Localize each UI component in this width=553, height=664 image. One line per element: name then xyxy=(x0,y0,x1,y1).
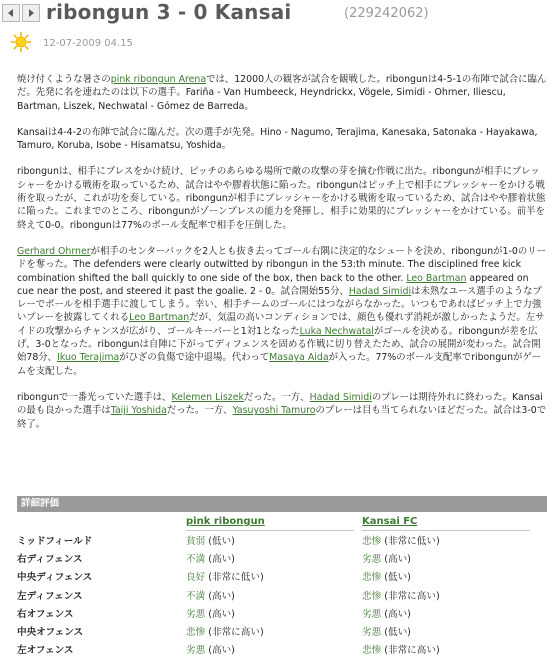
away-rating xyxy=(362,588,440,606)
home-rating xyxy=(186,551,235,569)
report-text: ribongunで一番光っていた選手は、 xyxy=(17,391,172,403)
player-link-simidi[interactable]: Hadad Simidi xyxy=(348,285,412,297)
report-text: 焼け付くような暑さの xyxy=(17,74,111,85)
rating-word: 悲惨 xyxy=(362,572,382,584)
sun-icon xyxy=(10,31,32,53)
match-header xyxy=(0,0,553,30)
match-date: 12-07-2009 04.15 xyxy=(43,38,133,49)
player-link-terajima[interactable]: Ikuo Terajima xyxy=(57,352,120,364)
report-text: だった。一方、 xyxy=(243,391,310,403)
rating-word: 劣悪 xyxy=(362,627,382,638)
rating-position: ミッドフィールド xyxy=(17,536,93,547)
rating-level: (高い) xyxy=(205,554,235,566)
player-link-simidi[interactable]: Hadad Simidi xyxy=(309,391,372,403)
rating-level: (高い) xyxy=(205,590,235,602)
away-rating xyxy=(362,569,411,587)
report-text: が入った。77%のボール支配率でribongunがゲームを支配した。 xyxy=(17,352,542,377)
report-text: のプレーは期待外れに終わった。Kansaiの最も良かった選手は xyxy=(17,391,543,417)
home-rating xyxy=(186,569,264,587)
ratings-row xyxy=(17,588,547,606)
home-rating xyxy=(186,533,235,551)
left-arrow-icon xyxy=(6,8,16,18)
player-link-yoshida[interactable]: Taiji Yoshida xyxy=(110,405,167,417)
rating-level: (非常に高い) xyxy=(381,590,440,602)
rating-word: 悲惨 xyxy=(362,645,382,657)
report-text: が相手のセンターバックを2人とも抜き去ってゴール右隅に決定的なシュートを決め、ribongunが1-0のリードを奪った。The defenders were clearly outwitted by ribongun in the 53:th minute. The disciplined free kick combination shifted the ball quickly to one side of the box, then back to the other. xyxy=(17,245,546,284)
report-paragraph-summary xyxy=(17,391,547,431)
ratings-row xyxy=(17,606,547,624)
rating-position: 右ディフェンス xyxy=(17,554,83,566)
rating-word: 劣悪 xyxy=(186,608,206,620)
column-divider xyxy=(362,530,530,531)
arena-link[interactable]: pink ribongun Arena xyxy=(110,74,207,85)
right-arrow-icon xyxy=(26,8,36,18)
report-text: では、12000人の観客が試合を観戦した。ribongunは4-5-1の布陣で試合に臨んだ。先発に名を連ねたのは以下の選手。Fariña - Van Humbeeck, Heyndrickx, Vögele, Simidi - Ohrner, Iliescu, Bartman, Liszek, Nechwatal - Gómez de Barreda。 xyxy=(17,74,547,112)
rating-word: 悲惨 xyxy=(362,536,382,547)
rating-level: (高い) xyxy=(205,608,235,620)
rating-word: 不満 xyxy=(186,554,206,566)
match-report xyxy=(17,73,547,444)
rating-word: 悲惨 xyxy=(362,590,382,602)
rating-position: 中央ディフェンス xyxy=(17,572,93,584)
home-rating xyxy=(186,588,235,606)
away-rating xyxy=(362,642,440,660)
rating-level: (非常に低い) xyxy=(205,572,264,584)
report-paragraph-lineup-home xyxy=(17,73,547,113)
report-text: appeared on cue near the post, and steered it past the goalie. 2 - 0。試合開始55分、 xyxy=(17,272,529,297)
rating-level: (非常に高い) xyxy=(381,645,440,657)
player-link-ohrner[interactable]: Gerhard Ohrner xyxy=(17,245,91,257)
rating-word: 悲惨 xyxy=(186,627,206,638)
ratings-row xyxy=(17,533,547,551)
rating-level: (非常に高い) xyxy=(205,627,264,638)
home-rating xyxy=(186,624,264,642)
player-link-nechwatal[interactable]: Luka Nechwatal xyxy=(299,325,374,337)
report-paragraph-lineup-away: Kansaiは4-4-2の布陣で試合に臨んだ。次の選手が先発。Hino - Nagumo, Terajima, Kanesaka, Satonaka - Hayakawa, Tamuro, Koruba, Isobe - Hisamatsu, Yoshida。 xyxy=(17,126,538,152)
rating-word: 良好 xyxy=(186,572,206,584)
team-link-home[interactable]: pink ribongun xyxy=(186,516,265,527)
rating-level: (高い) xyxy=(205,645,235,657)
ratings-row xyxy=(17,624,547,642)
rating-level: (低い) xyxy=(381,572,411,584)
previous-match-button[interactable] xyxy=(2,4,20,22)
rating-level: (高い) xyxy=(381,554,411,566)
ratings-row xyxy=(17,642,547,660)
report-text: だが、気温の高いコンディションでは、顔色も優れず消耗が激しかったようだ。左サイドの攻撃からチャンスが広がり、ゴールキーパーと1対1となった xyxy=(17,312,545,337)
home-rating xyxy=(186,642,235,660)
report-paragraph-first-half: ribongunは、相手にプレスをかけ続け、ピッチのあらゆる場所で敵の攻撃の芽を摘む作戦に出た。ribongunが相手にプレッシャーをかける戦術を取っているため、試合はやや膠着状態に陥った。ribongunはピッチ上で相手にプレッシャーをかける戦術を取ったが、これが功を奏している。ribongunが相手にプレッシャーをかける戦術を取っているため、試合はやや膠着状態に陥った。これまでのところ、ribongunがゾーンプレスの能力を発揮し、相手に効果的にプレッシャーをかけている。前半を終えて0-0。ribongunは77%のボール支配率で相手を圧倒した。 xyxy=(17,166,546,231)
away-rating xyxy=(362,551,411,569)
rating-position: 左オフェンス xyxy=(17,645,74,657)
player-link-bartman[interactable]: Leo Bartman xyxy=(406,272,467,284)
rating-level: (低い) xyxy=(205,536,235,547)
player-link-aida[interactable]: Masaya Aida xyxy=(269,352,329,364)
player-link-bartman[interactable]: Leo Bartman xyxy=(129,312,190,324)
report-text: だった。一方、 xyxy=(166,405,233,417)
rating-position: 右オフェンス xyxy=(17,608,74,620)
home-rating xyxy=(186,606,235,624)
rating-position: 左ディフェンス xyxy=(17,590,83,602)
rating-word: 劣悪 xyxy=(362,608,382,620)
rating-word: 劣悪 xyxy=(186,645,206,657)
player-link-liszek[interactable]: Kelemen Liszek xyxy=(171,391,244,403)
rating-level: (高い) xyxy=(381,608,411,620)
ratings-row xyxy=(17,551,547,569)
rating-level: (非常に低い) xyxy=(381,536,440,547)
away-rating xyxy=(362,533,440,551)
player-link-tamuro[interactable]: Yasuyoshi Tamuro xyxy=(232,405,316,417)
ratings-header: 詳細評価 xyxy=(17,496,547,512)
team-link-away[interactable]: Kansai FC xyxy=(362,516,418,527)
next-match-button[interactable] xyxy=(22,4,40,22)
rating-word: 劣悪 xyxy=(362,554,382,566)
report-text: は未熟なユース選手のようなプレーでボールを相手選手に渡してしまう。幸い、相手チームのゴールにはつながらなかった。いつもであればピッチ上で力強いプレーを披露してくれる xyxy=(17,285,542,324)
match-id: (229242062) xyxy=(344,6,429,21)
rating-position: 中央オフェンス xyxy=(17,627,84,638)
away-rating xyxy=(362,606,411,624)
rating-level: (低い) xyxy=(381,627,411,638)
report-text: がひざの負傷で途中退場。代わって xyxy=(119,352,270,364)
rating-word: 貧弱 xyxy=(186,536,206,547)
match-title: ribongun 3 - 0 Kansai xyxy=(46,0,292,24)
column-divider xyxy=(186,530,354,531)
report-text: がゴールを決める。ribongunが差を広げ、3-0となった。ribongunは自陣に下がってディフェンスを固める作戦に切り替えたため、試合の展開が変わった。試合開始78分、 xyxy=(17,325,541,364)
report-text: のプレーは目も当てられないほどだった。試合は3-0で終了。 xyxy=(17,405,547,430)
rating-word: 不満 xyxy=(186,590,206,602)
ratings-row xyxy=(17,569,547,587)
report-paragraph-second-half xyxy=(17,245,547,378)
away-rating xyxy=(362,624,411,642)
